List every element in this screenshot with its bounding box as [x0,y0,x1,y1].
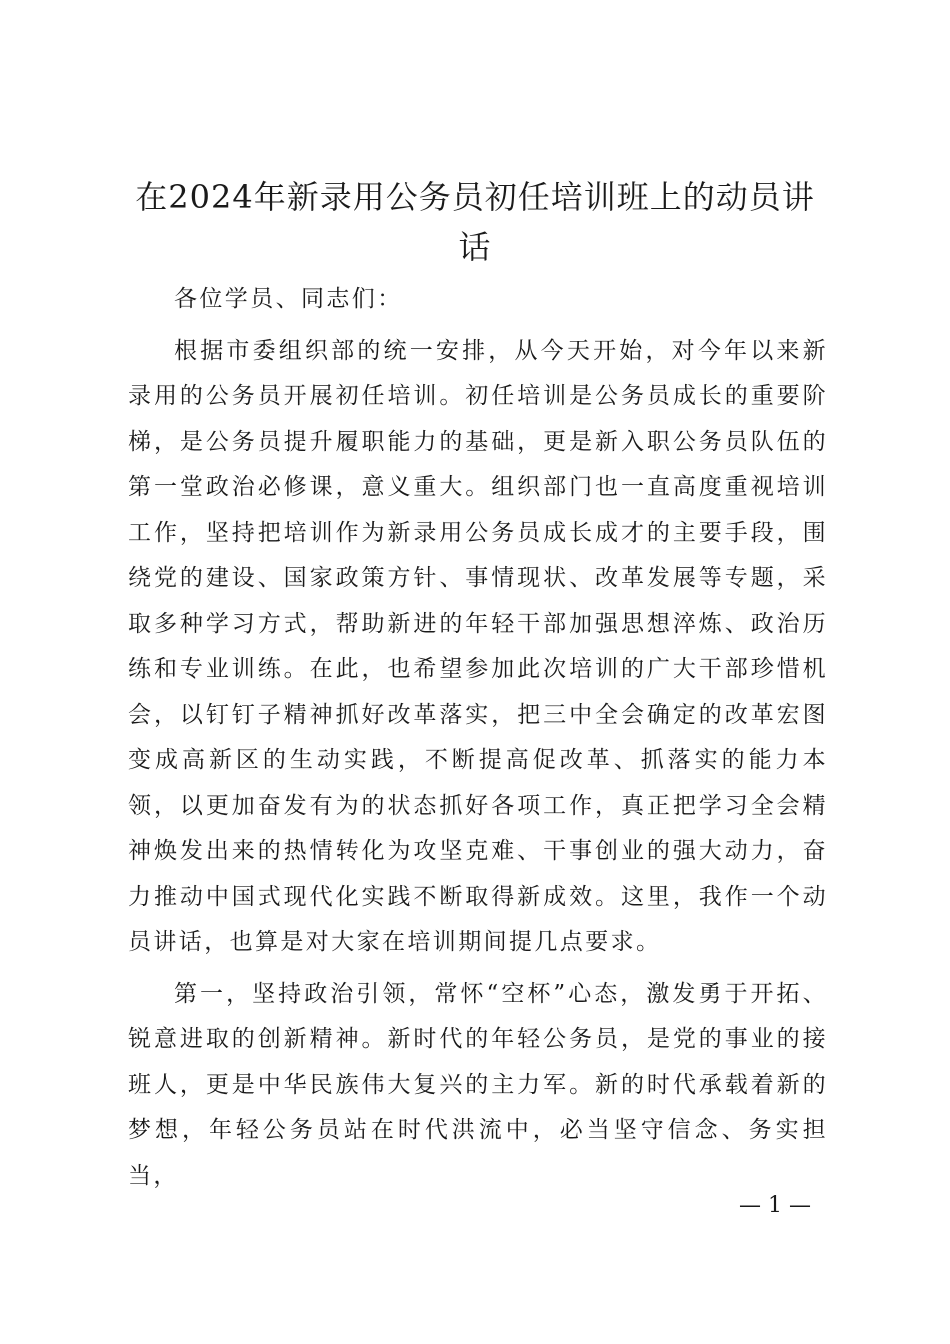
salutation: 各位学员、同志们： [174,286,403,312]
document-title: 在2024年新录用公务员初任培训班上的动员讲话 [135,178,815,266]
paragraph: 根据市委组织部的统一安排，从今天开始，对今年以来新录用的公务员开展初任培训。初任培训是公务员成长的重要阶梯，是公务员提升履职能力的基础，更是新入职公务员队伍的第一堂政治必修课，意义重大。组织部门也一直高度重视培训工作，坚持把培训作为新录用公务员成长成才的主要手段，围绕党的建设、国家政策方针、事情现状、改革发展等专题，采取多种学习方式，帮助新进的年轻干部加强思想淬炼、政治历练和专业训练。在此，也希望参加此次培训的广大干部珍惜机会，以钉钉子精神抓好改革落实，把三中全会确定的改革宏图变成高新区的生动实践，不断提高促改革、抓落实的能力本领，以更加奋发有为的状态抓好各项工作，真正把学习全会精神焕发出来的热情转化为攻坚克难、干事创业的强大动力，奋力推动中国式现代化实践不断取得新成效。这里，我作一个动员讲话，也算是对大家在培训期间提几点要求。 [128,337,828,955]
page-number: — 1 — [739,1193,811,1218]
document-body [128,277,828,1205]
paragraph: 第一，坚持政治引领，常怀“空杯”心态，激发勇于开拓、锐意进取的创新精神。新时代的年轻公务员，是党的事业的接班人，更是中华民族伟大复兴的主力军。新的时代承载着新的梦想，年轻公务员站在时代洪流中，必当坚守信念、务实担当， [128,980,828,1189]
